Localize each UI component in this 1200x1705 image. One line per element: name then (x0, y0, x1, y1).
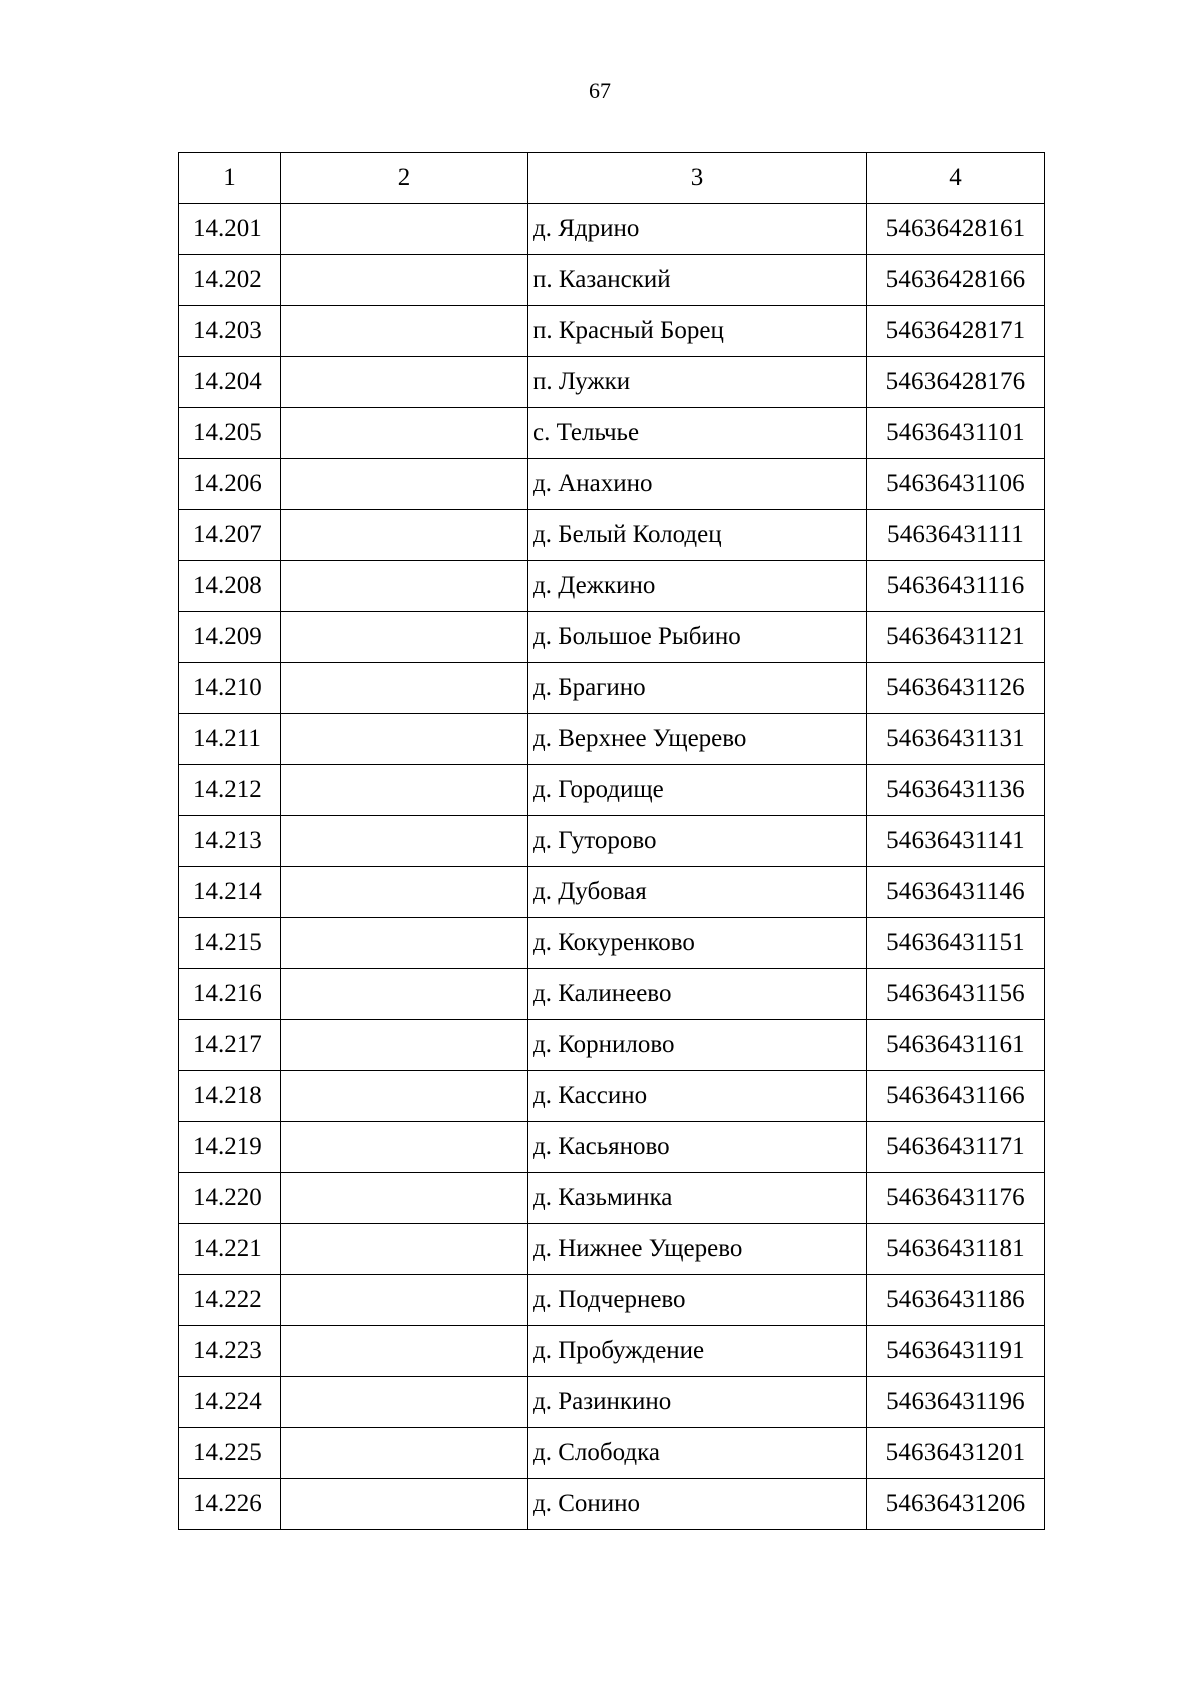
oktmo-code-cell: 54636431161 (867, 1020, 1045, 1071)
row-number-cell: 14.212 (179, 765, 281, 816)
oktmo-code-cell: 54636431176 (867, 1173, 1045, 1224)
oktmo-code-cell: 54636431146 (867, 867, 1045, 918)
header-row (179, 153, 1045, 204)
row-number-cell: 14.206 (179, 459, 281, 510)
settlement-name-cell: д. Нижнее Ущерево (528, 1224, 867, 1275)
settlement-name-cell: д. Брагино (528, 663, 867, 714)
table-row (179, 1122, 1045, 1173)
row-empty-cell (281, 1071, 528, 1122)
row-number-cell: 14.218 (179, 1071, 281, 1122)
table-row (179, 1377, 1045, 1428)
row-number-cell: 14.203 (179, 306, 281, 357)
settlement-name-cell: п. Красный Борец (528, 306, 867, 357)
row-number-cell: 14.223 (179, 1326, 281, 1377)
table-row (179, 255, 1045, 306)
column-header-4: 4 (867, 153, 1045, 204)
table-row (179, 1428, 1045, 1479)
table-row (179, 1173, 1045, 1224)
oktmo-code-cell: 54636431126 (867, 663, 1045, 714)
oktmo-code-cell: 54636431181 (867, 1224, 1045, 1275)
settlement-name-cell: д. Городище (528, 765, 867, 816)
oktmo-code-cell: 54636431151 (867, 918, 1045, 969)
table-row (179, 816, 1045, 867)
row-number-cell: 14.209 (179, 612, 281, 663)
oktmo-code-cell: 54636428176 (867, 357, 1045, 408)
table-row (179, 714, 1045, 765)
oktmo-code-cell: 54636431206 (867, 1479, 1045, 1530)
row-number-cell: 14.202 (179, 255, 281, 306)
row-number-cell: 14.207 (179, 510, 281, 561)
row-number-cell: 14.221 (179, 1224, 281, 1275)
table-body (179, 153, 1045, 1530)
column-header-2: 2 (281, 153, 528, 204)
settlements-table (178, 152, 1045, 1530)
row-empty-cell (281, 714, 528, 765)
row-empty-cell (281, 867, 528, 918)
oktmo-code-cell: 54636428171 (867, 306, 1045, 357)
table-row (179, 204, 1045, 255)
row-empty-cell (281, 1275, 528, 1326)
table-row (179, 1479, 1045, 1530)
oktmo-code-cell: 54636431141 (867, 816, 1045, 867)
row-empty-cell (281, 765, 528, 816)
table-row (179, 1020, 1045, 1071)
row-number-cell: 14.216 (179, 969, 281, 1020)
settlement-name-cell: д. Корнилово (528, 1020, 867, 1071)
settlement-name-cell: д. Разинкино (528, 1377, 867, 1428)
table-row (179, 459, 1045, 510)
settlement-name-cell: д. Казьминка (528, 1173, 867, 1224)
table-row (179, 612, 1045, 663)
oktmo-code-cell: 54636431131 (867, 714, 1045, 765)
row-empty-cell (281, 1428, 528, 1479)
settlement-name-cell: д. Белый Колодец (528, 510, 867, 561)
row-number-cell: 14.208 (179, 561, 281, 612)
settlement-name-cell: д. Дежкино (528, 561, 867, 612)
settlement-name-cell: д. Гуторово (528, 816, 867, 867)
row-number-cell: 14.205 (179, 408, 281, 459)
row-empty-cell (281, 255, 528, 306)
row-empty-cell (281, 663, 528, 714)
table-row (179, 306, 1045, 357)
oktmo-code-cell: 54636431111 (867, 510, 1045, 561)
row-empty-cell (281, 204, 528, 255)
row-number-cell: 14.215 (179, 918, 281, 969)
settlement-name-cell: д. Калинеево (528, 969, 867, 1020)
settlement-name-cell: д. Сонино (528, 1479, 867, 1530)
table-row (179, 1275, 1045, 1326)
table-row (179, 663, 1045, 714)
table-row (179, 510, 1045, 561)
oktmo-code-cell: 54636431186 (867, 1275, 1045, 1326)
table-row (179, 1326, 1045, 1377)
row-number-cell: 14.219 (179, 1122, 281, 1173)
row-number-cell: 14.226 (179, 1479, 281, 1530)
row-empty-cell (281, 1020, 528, 1071)
table-row (179, 1071, 1045, 1122)
row-number-cell: 14.225 (179, 1428, 281, 1479)
table-row (179, 765, 1045, 816)
row-empty-cell (281, 408, 528, 459)
oktmo-code-cell: 54636431201 (867, 1428, 1045, 1479)
table-row (179, 561, 1045, 612)
row-number-cell: 14.214 (179, 867, 281, 918)
oktmo-code-cell: 54636431116 (867, 561, 1045, 612)
row-empty-cell (281, 1224, 528, 1275)
row-empty-cell (281, 1173, 528, 1224)
oktmo-code-cell: 54636431196 (867, 1377, 1045, 1428)
row-empty-cell (281, 357, 528, 408)
oktmo-code-cell: 54636431156 (867, 969, 1045, 1020)
settlement-name-cell: д. Кокуренково (528, 918, 867, 969)
row-empty-cell (281, 306, 528, 357)
oktmo-code-cell: 54636431191 (867, 1326, 1045, 1377)
row-number-cell: 14.222 (179, 1275, 281, 1326)
settlement-name-cell: п. Лужки (528, 357, 867, 408)
row-empty-cell (281, 816, 528, 867)
row-empty-cell (281, 1377, 528, 1428)
row-number-cell: 14.217 (179, 1020, 281, 1071)
settlement-name-cell: д. Пробуждение (528, 1326, 867, 1377)
settlement-name-cell: д. Слободка (528, 1428, 867, 1479)
oktmo-code-cell: 54636431106 (867, 459, 1045, 510)
oktmo-code-cell: 54636431171 (867, 1122, 1045, 1173)
row-number-cell: 14.210 (179, 663, 281, 714)
row-empty-cell (281, 969, 528, 1020)
row-empty-cell (281, 1326, 528, 1377)
row-empty-cell (281, 1122, 528, 1173)
table-row (179, 969, 1045, 1020)
table-row (179, 867, 1045, 918)
row-number-cell: 14.220 (179, 1173, 281, 1224)
row-empty-cell (281, 561, 528, 612)
settlement-name-cell: д. Верхнее Ущерево (528, 714, 867, 765)
oktmo-code-cell: 54636431101 (867, 408, 1045, 459)
row-empty-cell (281, 1479, 528, 1530)
column-header-1: 1 (179, 153, 281, 204)
row-empty-cell (281, 459, 528, 510)
settlement-name-cell: д. Анахино (528, 459, 867, 510)
table-row (179, 918, 1045, 969)
column-header-3: 3 (528, 153, 867, 204)
settlement-name-cell: д. Дубовая (528, 867, 867, 918)
row-number-cell: 14.213 (179, 816, 281, 867)
row-empty-cell (281, 612, 528, 663)
row-empty-cell (281, 510, 528, 561)
settlement-name-cell: д. Ядрино (528, 204, 867, 255)
oktmo-code-cell: 54636431136 (867, 765, 1045, 816)
oktmo-code-cell: 54636428161 (867, 204, 1045, 255)
row-empty-cell (281, 918, 528, 969)
settlement-name-cell: с. Тельчье (528, 408, 867, 459)
settlement-name-cell: д. Кассино (528, 1071, 867, 1122)
page-number: 67 (589, 78, 611, 103)
settlement-name-cell: д. Касьяново (528, 1122, 867, 1173)
row-number-cell: 14.211 (179, 714, 281, 765)
settlement-name-cell: п. Казанский (528, 255, 867, 306)
settlement-name-cell: д. Подчернево (528, 1275, 867, 1326)
table-row (179, 408, 1045, 459)
table-row (179, 1224, 1045, 1275)
row-number-cell: 14.204 (179, 357, 281, 408)
settlement-name-cell: д. Большое Рыбино (528, 612, 867, 663)
table-row (179, 357, 1045, 408)
row-number-cell: 14.201 (179, 204, 281, 255)
oktmo-code-cell: 54636431121 (867, 612, 1045, 663)
row-number-cell: 14.224 (179, 1377, 281, 1428)
oktmo-code-cell: 54636428166 (867, 255, 1045, 306)
oktmo-code-cell: 54636431166 (867, 1071, 1045, 1122)
